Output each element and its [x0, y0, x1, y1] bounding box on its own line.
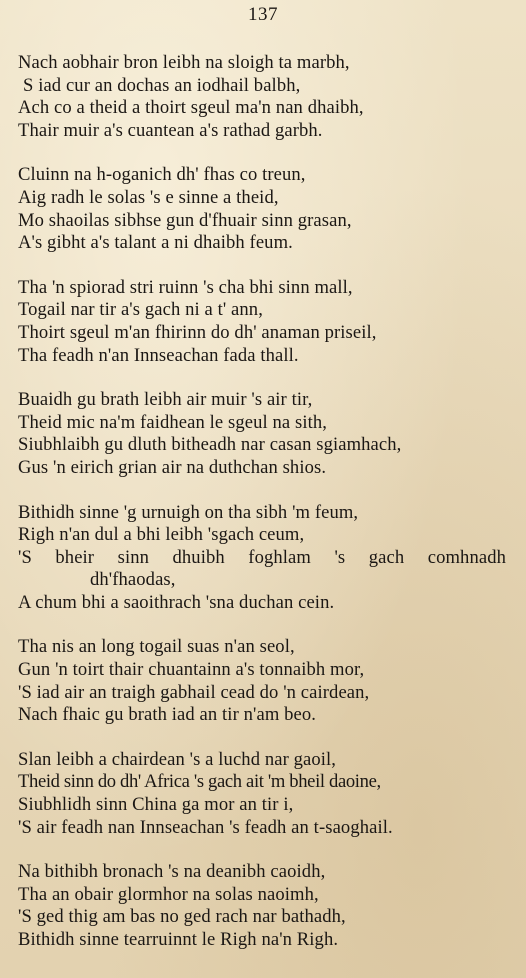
poem-line-continuation: dh'fhaodas, — [90, 569, 176, 591]
poem-line: Tha feadh n'an Innseachan fada thall. — [18, 344, 299, 366]
poem-line: Nach fhaic gu brath iad an tir n'am beo. — [18, 704, 317, 726]
poem-line: Bithidh sinne 'g urnuigh on tha sibh 'm feum, — [18, 501, 359, 523]
stanza-5 — [18, 502, 518, 615]
poem-line: Siubhlidh sinn China ga mor an tir i, — [18, 794, 294, 816]
poem-line: Cluinn na h-oganich dh' fhas co treun, — [18, 164, 306, 186]
poem-line: Siubhlaibh gu dluth bitheadh nar casan sgiamhach, — [18, 434, 402, 456]
poem-line: 'S air feadh nan Innseachan 's feadh an t-saoghail. — [18, 816, 393, 838]
poem-line: Theid sinn do dh' Africa 's gach ait 'm bheil daoine, — [18, 771, 381, 793]
stanza-3 — [18, 277, 518, 367]
stanza-2 — [18, 164, 518, 254]
poem-line: Theid mic na'm faidhean le sgeul na sith, — [18, 411, 327, 433]
poem-line: Ach co a theid a thoirt sgeul ma'n nan dhaibh, — [18, 97, 364, 119]
poem-line: Bithidh sinne tearruinnt le Righ na'n Righ. — [18, 929, 339, 950]
stanza-8 — [18, 861, 518, 951]
stanza-6 — [18, 636, 518, 726]
poem-line: Thoirt sgeul m'an fhirinn do dh' anaman priseil, — [18, 321, 377, 343]
poem-line: Tha an obair glormhor na solas naoimh, — [18, 883, 319, 905]
poem-line: 'S iad air an traigh gabhail cead do 'n cairdean, — [18, 681, 370, 703]
poem-line: 'S bheir sinn dhuibh foghlam 's gach comhnadh — [18, 546, 506, 568]
poem-line: Nach aobhair bron leibh na sloigh ta marbh, — [18, 52, 350, 73]
poem-line: 'S ged thig am bas no ged rach nar bathadh, — [18, 906, 346, 928]
page-number: 137 — [248, 4, 278, 25]
poem-line: Tha nis an long togail suas n'an seol, — [18, 636, 295, 658]
poem-line: Gus 'n eirich grian air na duthchan shios. — [18, 456, 327, 478]
poem-line: Gun 'n toirt thair chuantainn a's tonnaibh mor, — [18, 659, 365, 681]
poem-line: S iad cur an dochas an iodhail balbh, — [23, 74, 301, 96]
poem-line: Tha 'n spiorad stri ruinn 's cha bhi sinn mall, — [18, 276, 353, 298]
poem-line: A chum bhi a saoithrach 'sna duchan cein. — [18, 591, 335, 613]
poem-line: Aig radh le solas 's e sinne a theid, — [18, 186, 279, 208]
poem-line: Thair muir a's cuantean a's rathad garbh. — [18, 119, 323, 141]
poem-line: Togail nar tir a's gach ni a t' ann, — [18, 299, 263, 321]
poem-line: Mo shaoilas sibhse gun d'fhuair sinn grasan, — [18, 209, 352, 231]
poem — [18, 52, 518, 974]
stanza-4 — [18, 389, 518, 479]
stanza-7 — [18, 749, 518, 839]
stanza-1 — [18, 52, 518, 142]
poem-line: A's gibht a's talant a ni dhaibh feum. — [18, 232, 293, 254]
poem-line: Na bithibh bronach 's na deanibh caoidh, — [18, 861, 326, 883]
poem-line: Buaidh gu brath leibh air muir 's air tir, — [18, 389, 313, 411]
poem-line: Righ n'an dul a bhi leibh 'sgach ceum, — [18, 524, 305, 546]
poem-line: Slan leibh a chairdean 's a luchd nar gaoil, — [18, 748, 337, 770]
